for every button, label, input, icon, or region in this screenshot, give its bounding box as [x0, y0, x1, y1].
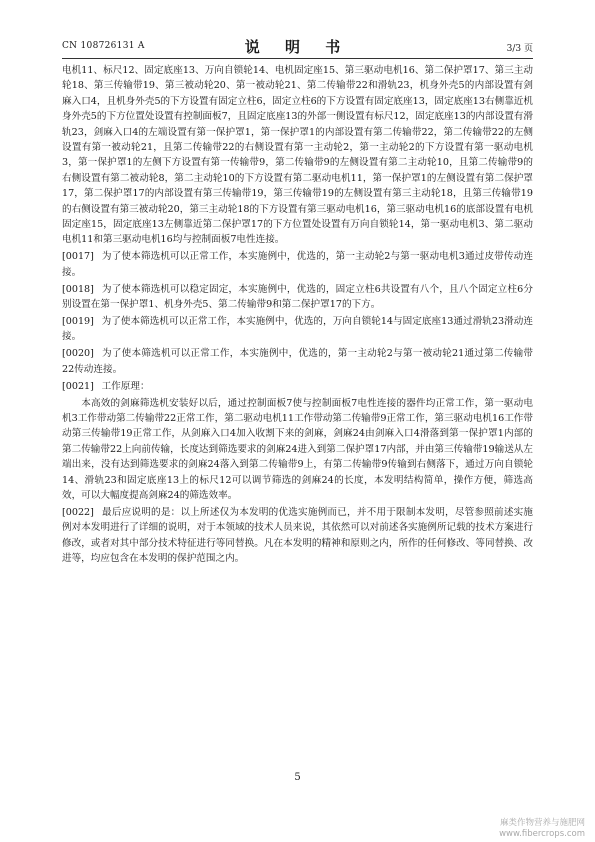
paragraph-0021: 本高效的剑麻筛选机安装好以后，通过控制面板7使与控制面板7电性连接的器件均正常工作，第一驱动电机3工作带动第二传输带22正常工作，第二驱动电机11工作带动第二传输带9正常工作，第三驱动电机16工作带动第三传输带19正常工作，从剑麻入口4加入收割下来的剑麻，剑麻24由剑麻入口4滑落到第一保护罩1内部的第二传输带22上向前传输，长度达到筛选要求的剑麻24进入到第二保护罩17内部，并由第三传输带19输送从左端出来，没有达到筛选要求的剑麻24落入到第二传输带9上，有第二传输带9传输到右侧落下，通过万向自锁轮14、滑轨23和固定底座13上的标尺12可以调节筛选的剑麻24的长度，本发明结构简单，操作方便，筛选高效，可以大幅度提高剑麻24的筛选效率。 — [62, 397, 533, 501]
watermark-site-name: 麻类作物营养与施肥网 — [499, 818, 585, 828]
paragraph-text: 为了使本筛选机可以正常工作，本实施例中，优选的，万向自锁轮14与固定底座13通过滑轨23滑动连接。 — [62, 316, 534, 343]
paragraph-text: 为了使本筛选机可以正常工作，本实施例中，优选的，第一主动轮2与第一被动轮21通过第二传输带22传动连接。 — [62, 348, 533, 375]
page-indicator: 3/3 页 — [506, 44, 533, 54]
paragraph-0021-heading — [62, 379, 533, 394]
paragraph-tag: [0022] — [62, 506, 94, 518]
paragraph-0020 — [62, 346, 533, 377]
paragraph-tag: [0020] — [62, 348, 94, 360]
document-body — [62, 63, 533, 568]
paragraph-tag: [0018] — [62, 283, 94, 295]
watermark-url: www.fibercrops.com — [499, 829, 585, 839]
section-title: 工作原理： — [101, 380, 150, 392]
page-header — [62, 36, 533, 59]
paragraph-0019 — [62, 314, 533, 345]
paragraph-0022 — [62, 505, 533, 567]
paragraph-tag: [0021] — [62, 380, 94, 392]
paragraph-0017 — [62, 249, 533, 280]
watermark — [499, 818, 585, 840]
paragraph-text: 为了使本筛选机可以正常工作，本实施例中，优选的，第一主动轮2与第一驱动电机3通过皮带传动连接。 — [62, 251, 533, 278]
paragraph-tag: [0017] — [62, 251, 94, 263]
paragraph-text: 最后应说明的是：以上所述仅为本发明的优选实施例而已，并不用于限制本发明，尽管参照前述实施例对本发明进行了详细的说明，对于本领域的技术人员来说，其依然可以对前述各实施例所记载的技术方案进行修改，或者对其中部分技术特征进行等同替换。凡在本发明的精神和原则之内，所作的任何修改、等同替换、改进等，均应包含在本发明的保护范围之内。 — [62, 506, 534, 565]
paragraph-0018 — [62, 282, 533, 313]
page-number: 5 — [294, 772, 301, 783]
document-title: 说 明 书 — [244, 38, 351, 56]
paragraph-tag: [0019] — [62, 316, 94, 327]
paragraph-continuation: 电机11、标尺12、固定底座13、万向自锁轮14、电机固定座15、第三驱动电机16、第二保护罩17、第三主动轮18、第三传输带19、第三被动轮20、第一被动轮21、第二传输带22和滑轨23，机身外壳5的内部设置有剑麻入口4，且机身外壳5的下方设置有固定立柱6，固定立柱6的下方设置有固定底座13，固定底座13右侧靠近机身外壳5的下方位置处设置有控制面板7，且固定底座13的外部一侧设置有标尺12，固定底座13的内部设置有滑轨23，剑麻入口4的左端设置有第一保护罩1，第一保护罩1的内部设置有第二传输带22，第二传输带22的左侧设置有第一被动轮21，且第二传输带22的右侧设置有第一主动轮2，第一主动轮2的下方设置有第一驱动电机3，第一保护罩1的左侧下方设置有第一传输带9，第二传输带9的左侧设置有第二主动轮10，且第二传输带9的右侧设置有第二被动轮8，第二主动轮10的下方设置有第二驱动电机11，第一保护罩1的左侧设置有第二保护罩17，第二保护罩17的内部设置有第三传输带19，第三传输带19的左侧设置有第三主动轮18，且第三传输带19的右侧设置有第三被动轮20，第三主动轮18的下方设置有第三驱动电机16，第三驱动电机16的底部设置有电机固定座15，固定底座13左侧靠近第二保护罩17的下方位置处设置有万向自锁轮14，第一驱动电机3、第二驱动电机11和第三驱动电机16均与控制面板7电性连接。 — [62, 65, 533, 246]
paragraph-text: 为了使本筛选机可以稳定固定，本实施例中，优选的，固定立柱6共设置有八个，且八个固定立柱6分别设置在第一保护罩1、机身外壳5、第二传输带9和第二保护罩17的下方。 — [62, 283, 533, 311]
publication-number: CN 108726131 A — [62, 41, 145, 51]
